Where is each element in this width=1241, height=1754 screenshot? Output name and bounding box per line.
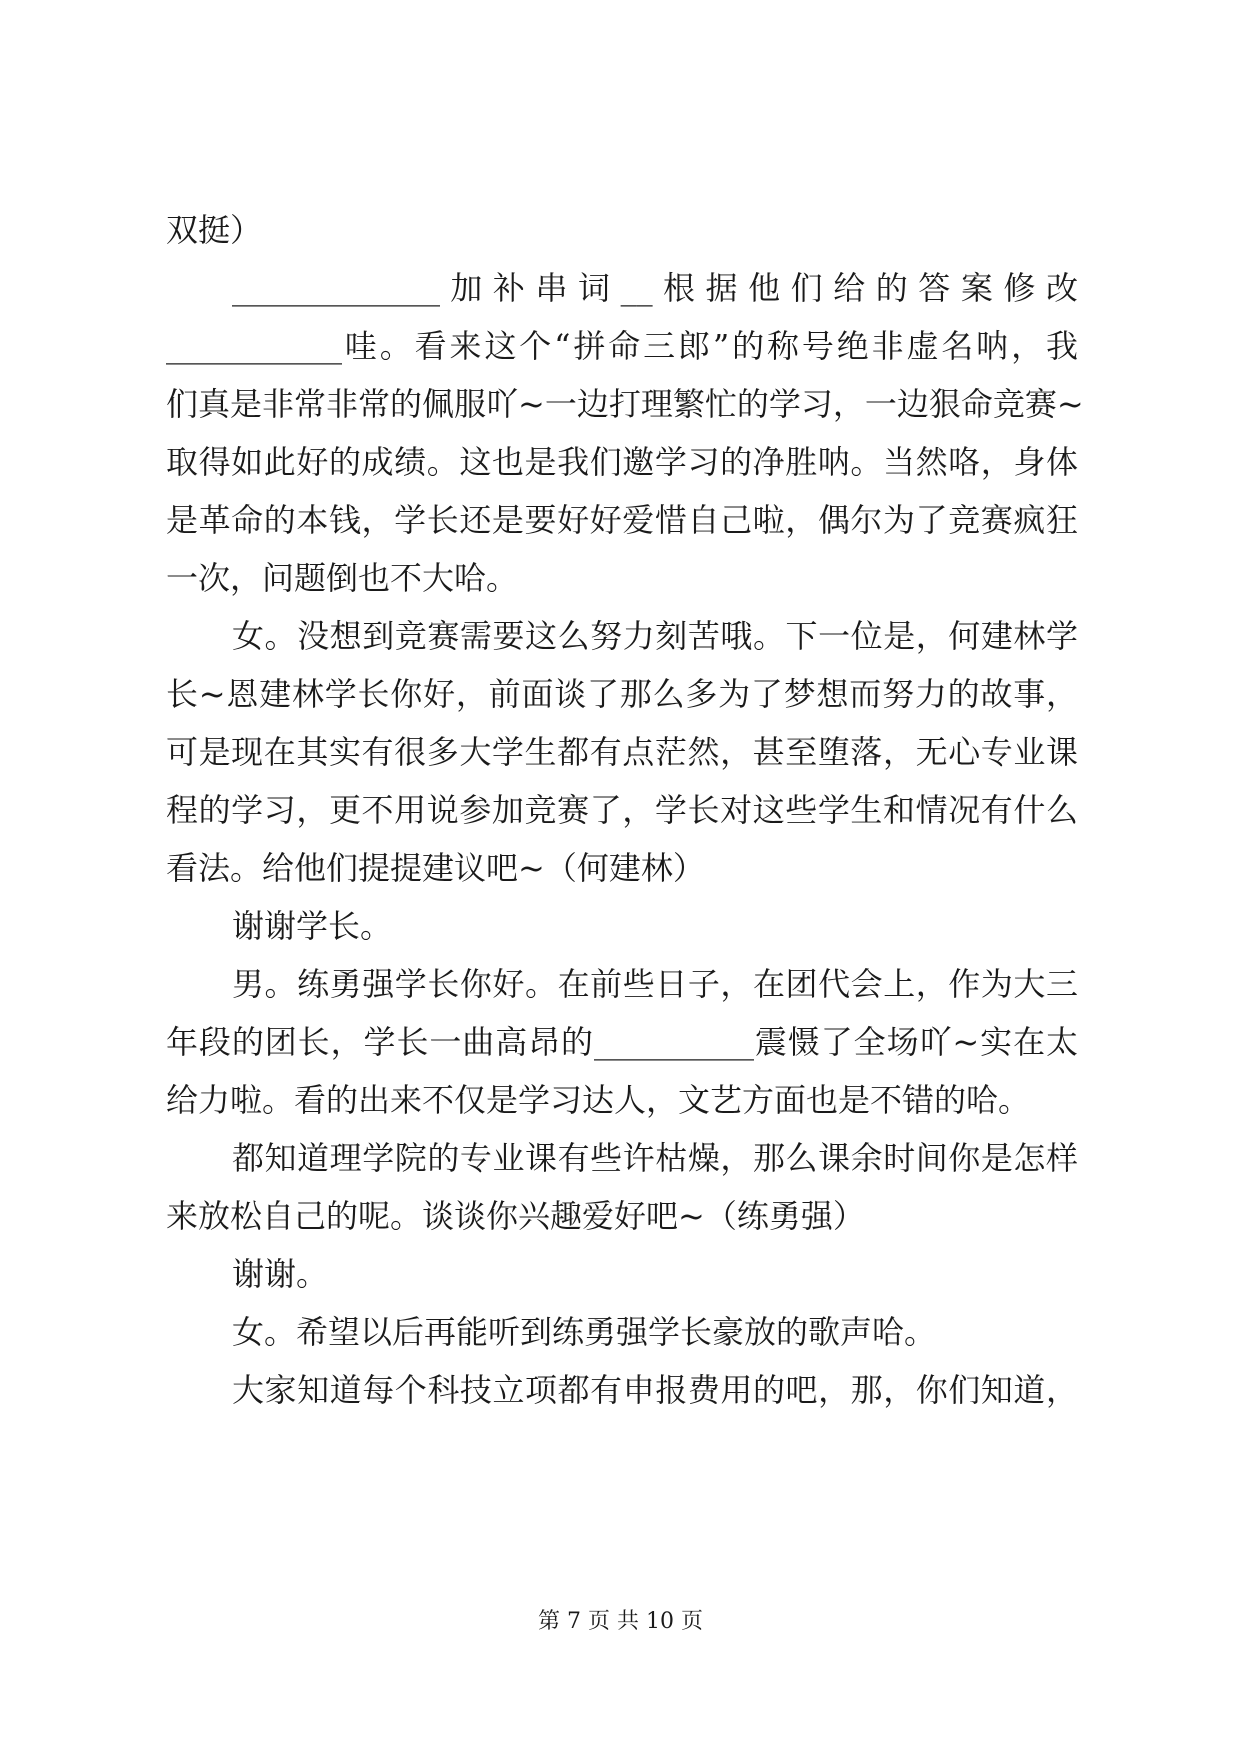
page-number-footer: 第 7 页 共 10 页 bbox=[538, 1609, 703, 1634]
text-line: 年段的团长，学长一曲高昂的__________震慑了全场吖~实在太 bbox=[166, 1023, 1078, 1061]
text-line: 取得如此好的成绩。这也是我们邀学习的净胜呐。当然咯，身体 bbox=[166, 443, 1078, 481]
text-line: 女。没想到竞赛需要这么努力刻苦哦。下一位是，何建林学 bbox=[232, 617, 1078, 655]
text-line: _____________ 加 补 串 词 __ 根 据 他 们 给 的 答 案 修 改 bbox=[232, 269, 1078, 307]
text-line: 都知道理学院的专业课有些许枯燥，那么课余时间你是怎样 bbox=[232, 1139, 1078, 1177]
text-line: 双挺） bbox=[166, 211, 263, 249]
text-line: 来放松自己的呢。谈谈你兴趣爱好吧~（练勇强） bbox=[166, 1197, 865, 1235]
text-line: 谢谢。 bbox=[232, 1255, 329, 1293]
text-line: 程的学习，更不用说参加竞赛了，学长对这些学生和情况有什么 bbox=[166, 791, 1078, 829]
text-line: 男。练勇强学长你好。在前些日子，在团代会上，作为大三 bbox=[232, 965, 1078, 1003]
text-line: ___________哇。看来这个“拼命三郎”的称号绝非虚名呐，我 bbox=[166, 327, 1078, 365]
text-line: 是革命的本钱，学长还是要好好爱惜自己啦，偶尔为了竞赛疯狂 bbox=[166, 501, 1078, 539]
text-line: 长~恩建林学长你好，前面谈了那么多为了梦想而努力的故事， bbox=[166, 675, 1078, 713]
text-line: 可是现在其实有很多大学生都有点茫然，甚至堕落，无心专业课 bbox=[166, 733, 1078, 771]
text-line: 看法。给他们提提建议吧~（何建林） bbox=[166, 849, 705, 887]
text-line: 大家知道每个科技立项都有申报费用的吧，那，你们知道， bbox=[232, 1371, 1078, 1409]
text-line: 谢谢学长。 bbox=[232, 907, 393, 945]
text-line: 女。希望以后再能听到练勇强学长豪放的歌声哈。 bbox=[232, 1313, 937, 1351]
text-line: 给力啦。看的出来不仅是学习达人，文艺方面也是不错的哈。 bbox=[166, 1081, 1031, 1119]
text-line: 们真是非常非常的佩服吖~一边打理繁忙的学习，一边狠命竞赛~ bbox=[166, 385, 1084, 423]
text-line: 一次，问题倒也不大哈。 bbox=[166, 559, 519, 597]
